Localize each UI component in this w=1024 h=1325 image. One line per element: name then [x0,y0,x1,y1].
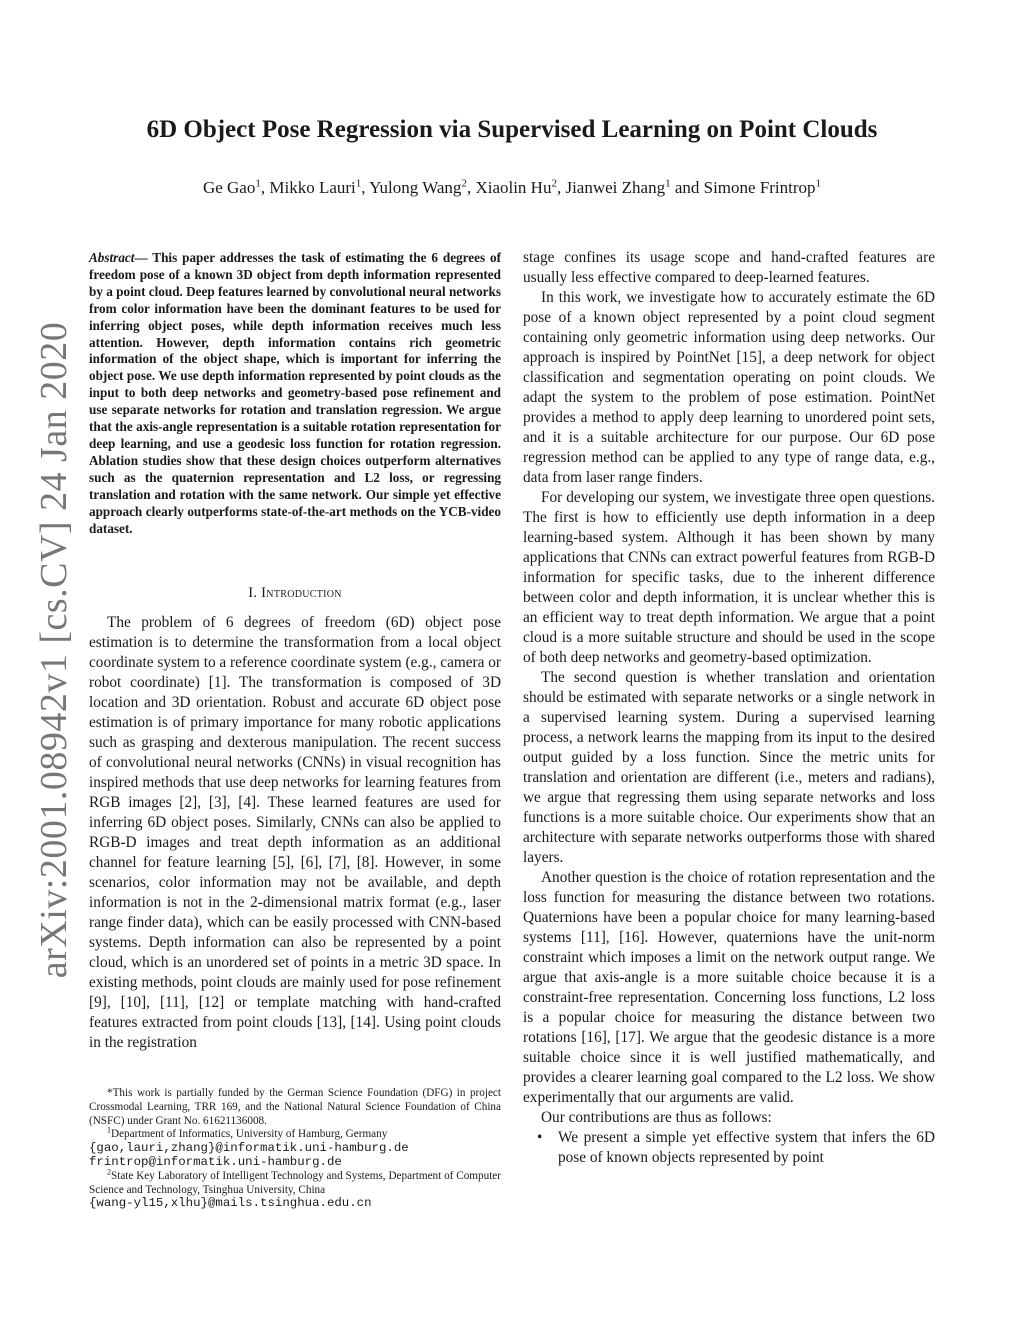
affiliation-footnote-2: $^2$State Key Laboratory of Intelligent Technology and Systems, Department of Computer Science and Technology, Tsinghua University, China [89,1167,501,1196]
author-list [0,178,1024,198]
email-line: {gao,lauri,zhang}@informatik.uni-hamburg.de [89,1141,409,1156]
author: Xiaolin Hu$^2$, [475,177,566,197]
contributions-list [523,1128,935,1168]
right-column-body [523,248,935,1168]
body-paragraph: In this work, we investigate how to accurately estimate the 6D pose of a known object represented by a point cloud segment containing only geometric information using deep networks. Our approach is inspired by PointNet [15], a deep network for object classification and segmentation operating on point clouds. We adapt the system to the problem of pose estimation. PointNet provides a method to apply deep learning to unordered point sets, and it is a suitable architecture for our purpose. Our 6D pose regression method can be applied to any type of range data, e.g., data from laser range finders. [523,289,935,486]
author: Jianwei Zhang$^1$ and [565,177,704,197]
body-paragraph: Another question is the choice of rotation representation and the loss function for measuring the distance between two rotations. Quaternions have been a popular choice for many learning-based systems [11], [16]. However, quaternions have the unit-norm constraint which imposes a limit on the network output range. We argue that axis-angle is a more suitable choice because it is a constraint-free representation. Concerning loss functions, L2 loss is a popular choice for measuring the distance between two rotations [16], [17]. We argue that the geodesic distance is a more suitable choice since it is well justified mathematically, and provides a clearer learning goal compared to the L2 loss. We show experimentally that our arguments are valid. [523,869,935,1106]
body-paragraph: For developing our system, we investigate three open questions. The first is how to efficiently use depth information in a deep learning-based system. Although it has been shown by many applications that CNNs can extract powerful features from RGB-D information for specific tasks, due to the inherent difference between color and depth information, it is unclear whether this is an efficient way to treat depth information. We argue that a point cloud is a more suitable structure and should be used in the scope of both deep networks and geometry-based optimization. [523,489,935,666]
body-paragraph: Our contributions are thus as follows: [541,1109,772,1126]
email-line: frintrop@informatik.uni-hamburg.de [89,1154,342,1169]
author: Mikko Lauri$^1$, [269,177,370,197]
author: Ge Gao$^1$, [202,177,270,197]
affiliation-footnote-1: $^1$Department of Informatics, University of Hamburg, Germany [107,1125,388,1141]
footnotes [89,1087,501,1211]
bullet-icon: • [537,1129,543,1146]
arxiv-id-text: arXiv:2001.08942v1 [cs.CV] 24 Jan 2020 [33,321,75,979]
introduction-body [89,613,501,1053]
arxiv-sidebar-identifier [24,321,84,979]
abstract-label: Abstract [89,250,135,265]
email-line: {wang-yl15,xlhu}@mails.tsinghua.edu.cn [89,1196,372,1211]
continued-paragraph: stage confines its usage scope and hand-crafted features are usually less effective compared to deep-learned features. [523,249,935,286]
author: Yulong Wang$^2$, [369,177,476,197]
author: Simone Frintrop$^1$ [703,177,822,197]
intro-paragraph: The problem of 6 degrees of freedom (6D) object pose estimation is to determine the transformation from a local object coordinate system to a reference coordinate system (e.g., camera or robot coordinate) [1]. The transformation is composed of 3D location and 3D orientation. Robust and accurate 6D object pose estimation is of primary importance for many robotic applications such as grasping and dexterous manipulation. The recent success of convolutional neural networks (CNNs) in visual recognition has inspired methods that use deep networks for learning features from RGB images [2], [3], [4]. These learned features are used for inferring 6D object poses. Similarly, CNNs can also be applied to RGB-D images and treat depth information as an additional channel for feature learning [5], [6], [7], [8]. However, in some scenarios, color information may not be available, and depth information is not in the 2-dimensional matrix format (e.g., laser range finder data), which can be easily processed with CNN-based systems. Depth information can also be represented by a point cloud, which is an unordered set of points in a metric 3D space. In existing methods, point clouds are mainly used for pose refinement [9], [10], [11], [12] or template matching with hand-crafted features extracted from point clouds [13], [14]. Using point clouds in the registration [89,614,501,1051]
abstract-text: — This paper addresses the task of estimating the 6 degrees of freedom pose of a known 3D object from depth information represented by a point cloud. Deep features learned by convolutional neural networks from color information have been the dominant features to be used for inferring object poses, while depth information receives much less attention. However, depth information contains rich geometric information of the object shape, which is important for inferring the object pose. We use depth information represented by point clouds as the input to both deep networks and geometry-based pose refinement and use separate networks for rotation and translation regression. We argue that the axis-angle representation is a suitable rotation representation for deep learning, and use a geodesic loss function for rotation regression. Ablation studies show that these design choices outperform alternatives such as the quaternion representation and L2 loss, or regressing translation and rotation with the same network. Our simple yet effective approach clearly outperforms state-of-the-art methods on the YCB-video dataset. [89,250,501,536]
abstract [89,250,501,537]
section-heading-introduction: I. Introduction [248,585,342,601]
list-item: • We present a simple yet effective system that infers the 6D pose of known objects represented by point [537,1129,935,1166]
paper-title: 6D Object Pose Regression via Supervised Learning on Point Clouds [146,116,878,143]
funding-footnote: *This work is partially funded by the German Science Foundation (DFG) in project Crossmodal Learning, TRR 169, and the National Natural Science Foundation of China (NSFC) under Grant No. 61621136008. [89,1087,501,1127]
body-paragraph: The second question is whether translation and orientation should be estimated with separate networks or a single network in a supervised learning system. During a supervised learning process, a network learns the mapping from its input to the desired output guided by a loss function. Since the metric units for translation and orientation are different (i.e., meters and radians), we argue that regressing them using separate networks and loss functions is a more suitable choice. Our experiments show that an architecture with separate networks outperforms those with shared layers. [523,669,935,866]
